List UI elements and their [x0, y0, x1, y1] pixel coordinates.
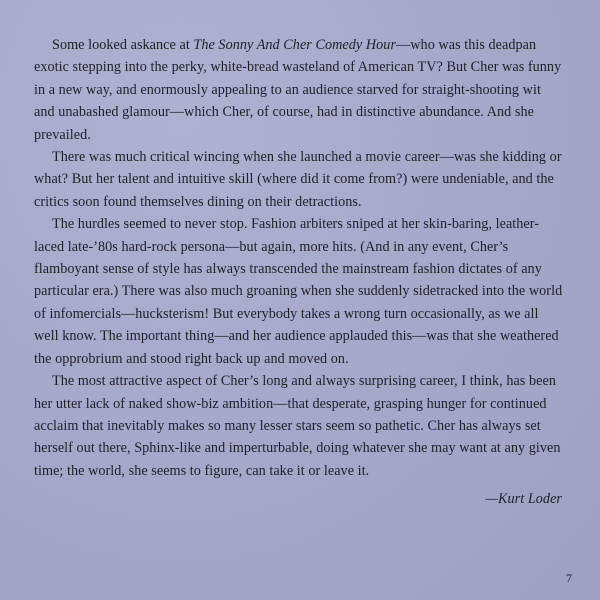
paragraph-1-rest: —who was this deadpan exotic stepping into the perky, white-bread wasteland of American TV? But Cher was funny in a new way, and enormously appealing to an audience starved for straight-shooting wit and unabashed glamour—which Cher, of course, had in distinctive abundance. And she prevailed.	[34, 37, 562, 143]
paragraph-4: The most attractive aspect of Cher’s long and always surprising career, I think, has been her utter lack of naked show-biz ambition—that desperate, grasping hunger for continued acclaim that inevitably makes so many lesser stars seem so pathetic. Cher has always set herself out there, Sphinx-like and imperturbable, doing whatever she may want at any given time; the world, she seems to figure, can take it or leave it.	[34, 373, 561, 479]
author-signature: —Kurt Loder	[485, 491, 562, 508]
paragraph-1	[34, 34, 564, 146]
paragraph-3: The hurdles seemed to never stop. Fashion arbiters sniped at her skin-baring, leather-laced late-’80s hard-rock persona—but again, more hits. (And in any event, Cher’s flamboyant sense of style has always transcended the mainstream fashion dictates of any particular era.) There was also much groaning when she suddenly sidetracked into the world of infomercials—hucksterism! But everybody takes a wrong turn occasionally, as we all well know. The important thing—and her audience applauded this—was that she weathered the opprobrium and stood right back up and moved on.	[34, 216, 563, 367]
show-title: The Sonny And Cher Comedy Hour	[193, 37, 397, 53]
paragraph-2: There was much critical wincing when she launched a movie career—was she kidding or what? But her talent and intuitive skill (where did it come from?) were undeniable, and the critics soon found themselves dining on their detractions.	[34, 149, 562, 210]
article-body	[34, 34, 564, 511]
paragraph-1-intro: Some looked askance at	[52, 37, 194, 53]
page-number: 7	[566, 571, 572, 585]
